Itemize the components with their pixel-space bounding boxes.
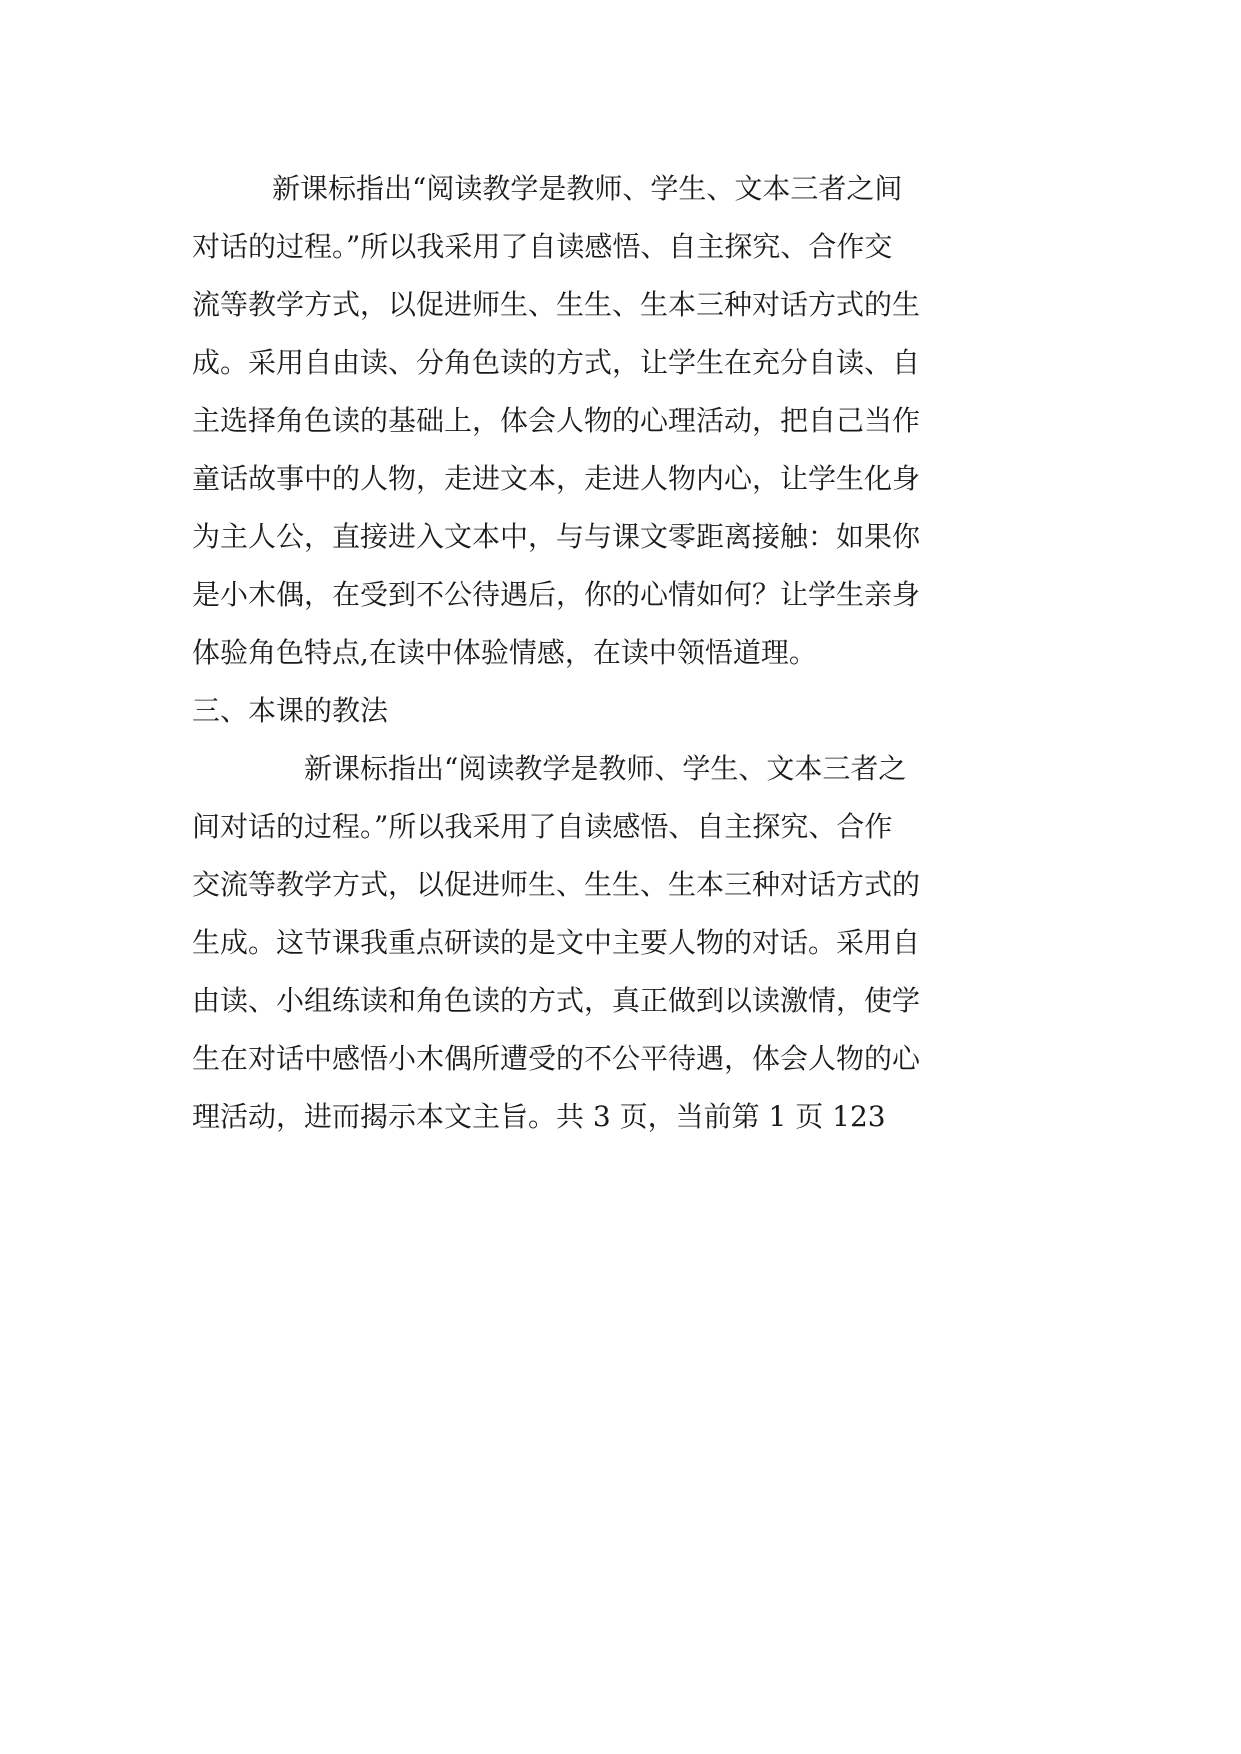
paragraph-line: 间对话的过程。”所以我采用了自读感悟、自主探究、合作 bbox=[192, 810, 893, 843]
paragraph-line: 主选择角色读的基础上，体会人物的心理活动，把自己当作 bbox=[192, 404, 921, 437]
paragraph-line: 新课标指出“阅读教学是教师、学生、文本三者之 bbox=[304, 752, 907, 785]
paragraph-line: 体验角色特点,在读中体验情感，在读中领悟道理。 bbox=[192, 636, 817, 669]
paragraph-line: 新课标指出“阅读教学是教师、学生、文本三者之间 bbox=[272, 172, 903, 205]
paragraph-line: 为主人公，直接进入文本中，与与课文零距离接触：如果你 bbox=[192, 520, 921, 553]
paragraph-line: 生在对话中感悟小木偶所遭受的不公平待遇，体会人物的心 bbox=[192, 1042, 921, 1075]
paragraph-line: 是小木偶，在受到不公待遇后，你的心情如何？让学生亲身 bbox=[192, 578, 921, 611]
paragraph-line: 理活动，进而揭示本文主旨。共 3 页，当前第 1 页 123 bbox=[192, 1100, 886, 1133]
paragraph-line: 交流等教学方式，以促进师生、生生、生本三种对话方式的 bbox=[192, 868, 921, 901]
paragraph-line: 成。采用自由读、分角色读的方式，让学生在充分自读、自 bbox=[192, 346, 921, 379]
paragraph-line: 童话故事中的人物，走进文本，走进人物内心，让学生化身 bbox=[192, 462, 921, 495]
paragraph-line: 生成。这节课我重点研读的是文中主要人物的对话。采用自 bbox=[192, 926, 921, 959]
paragraph-line: 对话的过程。”所以我采用了自读感悟、自主探究、合作交 bbox=[192, 230, 893, 263]
document-body bbox=[192, 160, 1052, 1146]
paragraph-line: 由读、小组练读和角色读的方式，真正做到以读激情，使学 bbox=[192, 984, 921, 1017]
paragraph-1 bbox=[192, 160, 1052, 682]
paragraph-2 bbox=[192, 740, 1052, 1146]
paragraph-line: 流等教学方式，以促进师生、生生、生本三种对话方式的生 bbox=[192, 288, 921, 321]
section-heading: 三、本课的教法 bbox=[192, 694, 389, 727]
